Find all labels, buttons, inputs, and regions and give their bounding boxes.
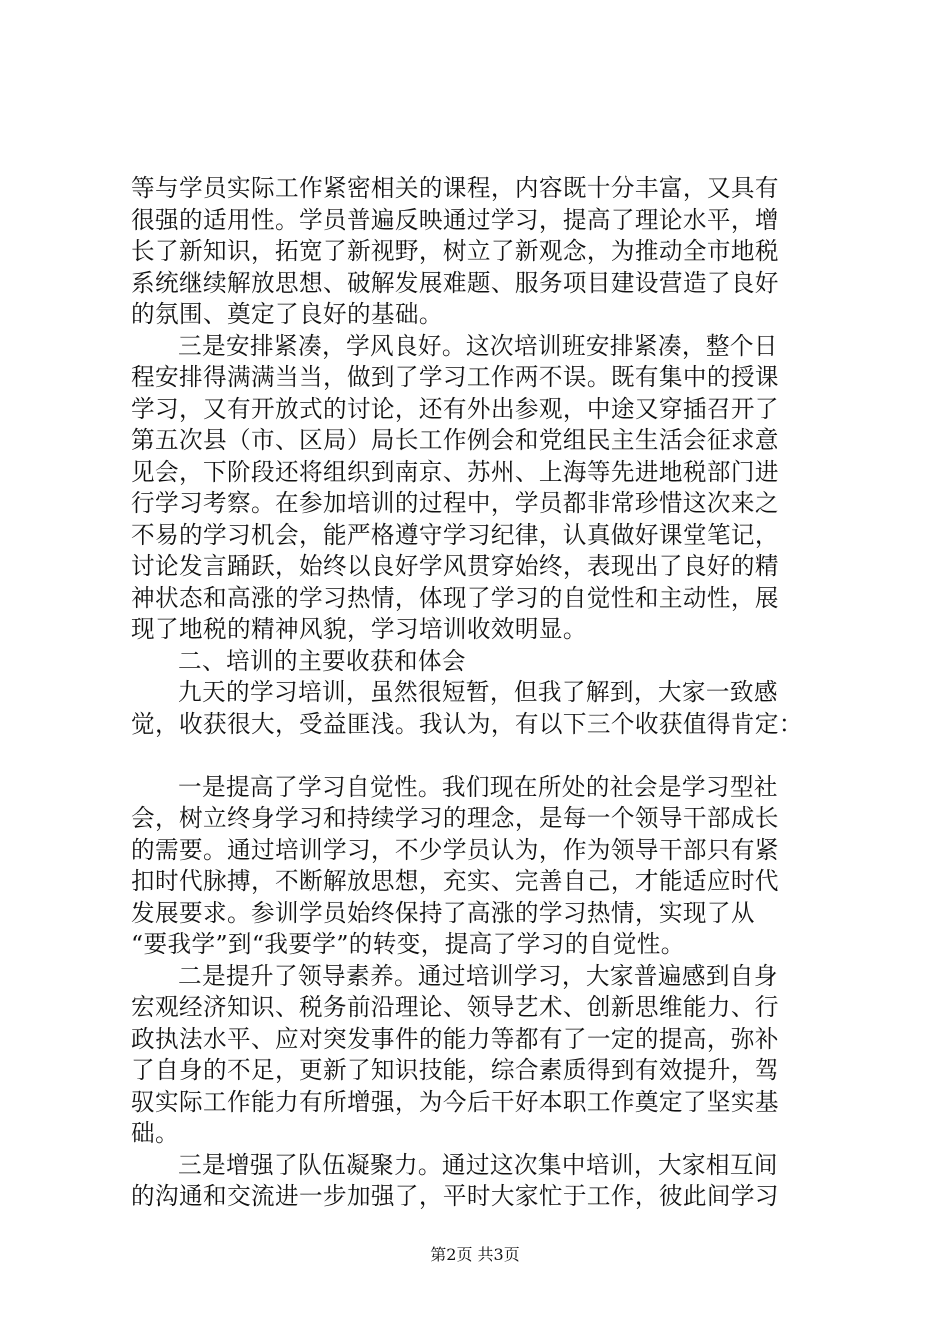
text-line: 觉，收获很大，受益匪浅。我认为，有以下三个收获值得肯定：: [131, 709, 803, 738]
text-line: 政执法水平、应对突发事件的能力等都有了一定的提高，弥补: [131, 1024, 779, 1053]
text-line: 不易的学习机会，能严格遵守学习纪律，认真做好课堂笔记，: [131, 520, 779, 549]
paragraph-start-line: 三是增强了队伍凝聚力。通过这次集中培训，大家相互间: [178, 1150, 778, 1179]
text-line: 会，树立终身学习和持续学习的理念，是每一个领导干部成长: [131, 804, 779, 832]
text-line: 驭实际工作能力有所增强，为今后干好本职工作奠定了坚实基: [131, 1087, 779, 1116]
text-line: 长了新知识，拓宽了新视野，树立了新观念，为推动全市地税: [131, 237, 779, 265]
blank-line: [131, 740, 831, 772]
text-line: 系统继续解放思想、破解发展难题、服务项目建设营造了良好: [131, 268, 779, 297]
text-line: 的需要。通过培训学习，不少学员认为，作为领导干部只有紧: [131, 835, 779, 864]
page-number-footer: 第2页 共3页: [430, 1245, 520, 1264]
text-line: 的氛围、奠定了良好的基础。: [131, 300, 443, 328]
text-line: 第五次县（市、区局）局长工作例会和党组民主生活会征求意: [131, 426, 779, 454]
text-line: 了自身的不足，更新了知识技能，综合素质得到有效提升，驾: [131, 1056, 779, 1084]
text-line: 宏观经济知识、税务前沿理论、领导艺术、创新思维能力、行: [131, 993, 779, 1021]
text-line: 扣时代脉搏，不断解放思想，充实、完善自己，才能适应时代: [131, 867, 779, 895]
section-heading: 二、培训的主要收获和体会: [178, 646, 466, 675]
text-line: 学习，又有开放式的讨论，还有外出参观，中途又穿插召开了: [131, 394, 779, 423]
paragraph-start-line: 九天的学习培训，虽然很短暂，但我了解到，大家一致感: [178, 678, 778, 706]
text-line: 神状态和高涨的学习热情，体现了学习的自觉性和主动性，展: [131, 583, 779, 612]
text-line: 的沟通和交流进一步加强了，平时大家忙于工作，彼此间学习: [131, 1182, 779, 1210]
paragraph-start-line: 一是提高了学习自觉性。我们现在所处的社会是学习型社: [178, 772, 778, 801]
text-line: 见会，下阶段还将组织到南京、苏州、上海等先进地税部门进: [131, 457, 779, 486]
text-line: 行学习考察。在参加培训的过程中，学员都非常珍惜这次来之: [131, 489, 779, 517]
paragraph-start-line: 二是提升了领导素养。通过培训学习，大家普遍感到自身: [178, 961, 778, 990]
text-line: 讨论发言踊跃，始终以良好学风贯穿始终，表现出了良好的精: [131, 552, 779, 580]
text-line: 程安排得满满当当，做到了学习工作两不误。既有集中的授课: [131, 363, 779, 391]
text-line: “要我学”到“我要学”的转变，提高了学习的自觉性。: [131, 930, 685, 958]
paragraph-start-line: 三是安排紧凑，学风良好。这次培训班安排紧凑，整个日: [178, 331, 778, 360]
text-line: 现了地税的精神风貌，学习培训收效明显。: [131, 615, 587, 643]
text-line: 很强的适用性。学员普遍反映通过学习，提高了理论水平，增: [131, 205, 779, 234]
text-line: 等与学员实际工作紧密相关的课程，内容既十分丰富，又具有: [131, 174, 779, 202]
text-line: 础。: [131, 1119, 179, 1147]
document-body: [131, 173, 831, 1213]
text-line: 发展要求。参训学员始终保持了高涨的学习热情，实现了从: [131, 898, 755, 927]
